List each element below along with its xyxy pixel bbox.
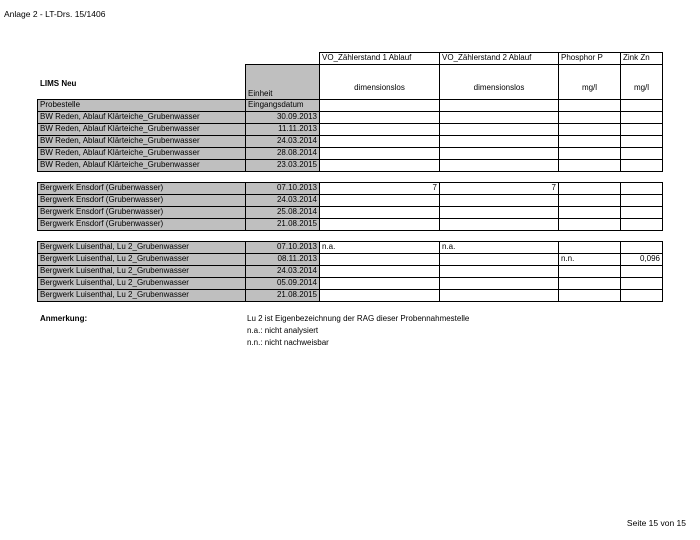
date-cell: 21.08.2015 [245,289,320,302]
eingangsdatum-header: Eingangsdatum [245,99,320,112]
param-unit-header: dimensionslos [439,64,559,100]
probestelle-header: Probestelle [37,99,246,112]
probestelle-cell: BW Reden, Ablauf Klärteiche_Grubenwasser [37,135,246,148]
value-cell [439,289,559,302]
value-cell: n.a. [439,241,559,254]
param-unit-header: dimensionslos [319,64,440,100]
value-cell [319,289,440,302]
date-cell: 30.09.2013 [245,111,320,124]
date-cell: 25.08.2014 [245,206,320,219]
date-cell: 21.08.2015 [245,218,320,231]
probestelle-cell: BW Reden, Ablauf Klärteiche_Grubenwasser [37,147,246,160]
value-cell [319,159,440,172]
param-unit-header: mg/l [620,64,663,100]
probestelle-cell: Bergwerk Luisenthal, Lu 2_Grubenwasser [37,253,246,266]
document-header: Anlage 2 - LT-Drs. 15/1406 [4,9,106,19]
note-line-3: n.n.: nicht nachweisbar [247,338,329,347]
note-line-2: n.a.: nicht analysiert [247,326,319,335]
value-cell: 7 [319,182,440,195]
date-cell: 24.03.2014 [245,194,320,207]
value-cell [558,159,621,172]
value-cell [620,159,663,172]
date-cell: 07.10.2013 [245,241,320,254]
probestelle-cell: Bergwerk Ensdorf (Grubenwasser) [37,206,246,219]
lims-label: LIMS Neu [40,79,77,88]
value-cell: 0,096 [620,253,663,266]
date-cell: 07.10.2013 [245,182,320,195]
value-cell [620,289,663,302]
probestelle-cell: Bergwerk Luisenthal, Lu 2_Grubenwasser [37,241,246,254]
note-line-1: Lu 2 ist Eigenbezeichnung der RAG dieser Probennahmestelle [247,314,470,323]
date-cell: 24.03.2014 [245,265,320,278]
probestelle-cell: BW Reden, Ablauf Klärteiche_Grubenwasser [37,111,246,124]
probestelle-cell: Bergwerk Ensdorf (Grubenwasser) [37,182,246,195]
date-cell: 28.08.2014 [245,147,320,160]
value-cell: n.a. [319,241,440,254]
date-cell: 05.09.2014 [245,277,320,290]
value-cell [620,218,663,231]
date-cell: 11.11.2013 [245,123,320,136]
page-number: Seite 15 von 15 [626,518,686,528]
value-cell: 7 [439,182,559,195]
param-name-header: VO_Zählerstand 1 Ablauf [319,52,440,65]
notes-label: Anmerkung: [40,314,88,323]
value-cell [558,218,621,231]
value-cell [439,159,559,172]
probestelle-cell: Bergwerk Ensdorf (Grubenwasser) [37,218,246,231]
probestelle-cell: Bergwerk Luisenthal, Lu 2_Grubenwasser [37,289,246,302]
probestelle-cell: Bergwerk Luisenthal, Lu 2_Grubenwasser [37,265,246,278]
param-name-header: VO_Zählerstand 2 Ablauf [439,52,559,65]
probestelle-cell: BW Reden, Ablauf Klärteiche_Grubenwasser [37,123,246,136]
probestelle-cell: BW Reden, Ablauf Klärteiche_Grubenwasser [37,159,246,172]
probestelle-cell: Bergwerk Luisenthal, Lu 2_Grubenwasser [37,277,246,290]
param-name-header: Zink Zn [620,52,663,65]
date-cell: 24.03.2014 [245,135,320,148]
value-cell: n.n. [558,253,621,266]
date-cell: 23.03.2015 [245,159,320,172]
value-cell [558,289,621,302]
probestelle-cell: Bergwerk Ensdorf (Grubenwasser) [37,194,246,207]
date-cell: 08.11.2013 [245,253,320,266]
param-name-header: Phosphor P [558,52,621,65]
value-cell [319,218,440,231]
value-cell [439,218,559,231]
einheit-header: Einheit [245,64,320,100]
param-unit-header: mg/l [558,64,621,100]
